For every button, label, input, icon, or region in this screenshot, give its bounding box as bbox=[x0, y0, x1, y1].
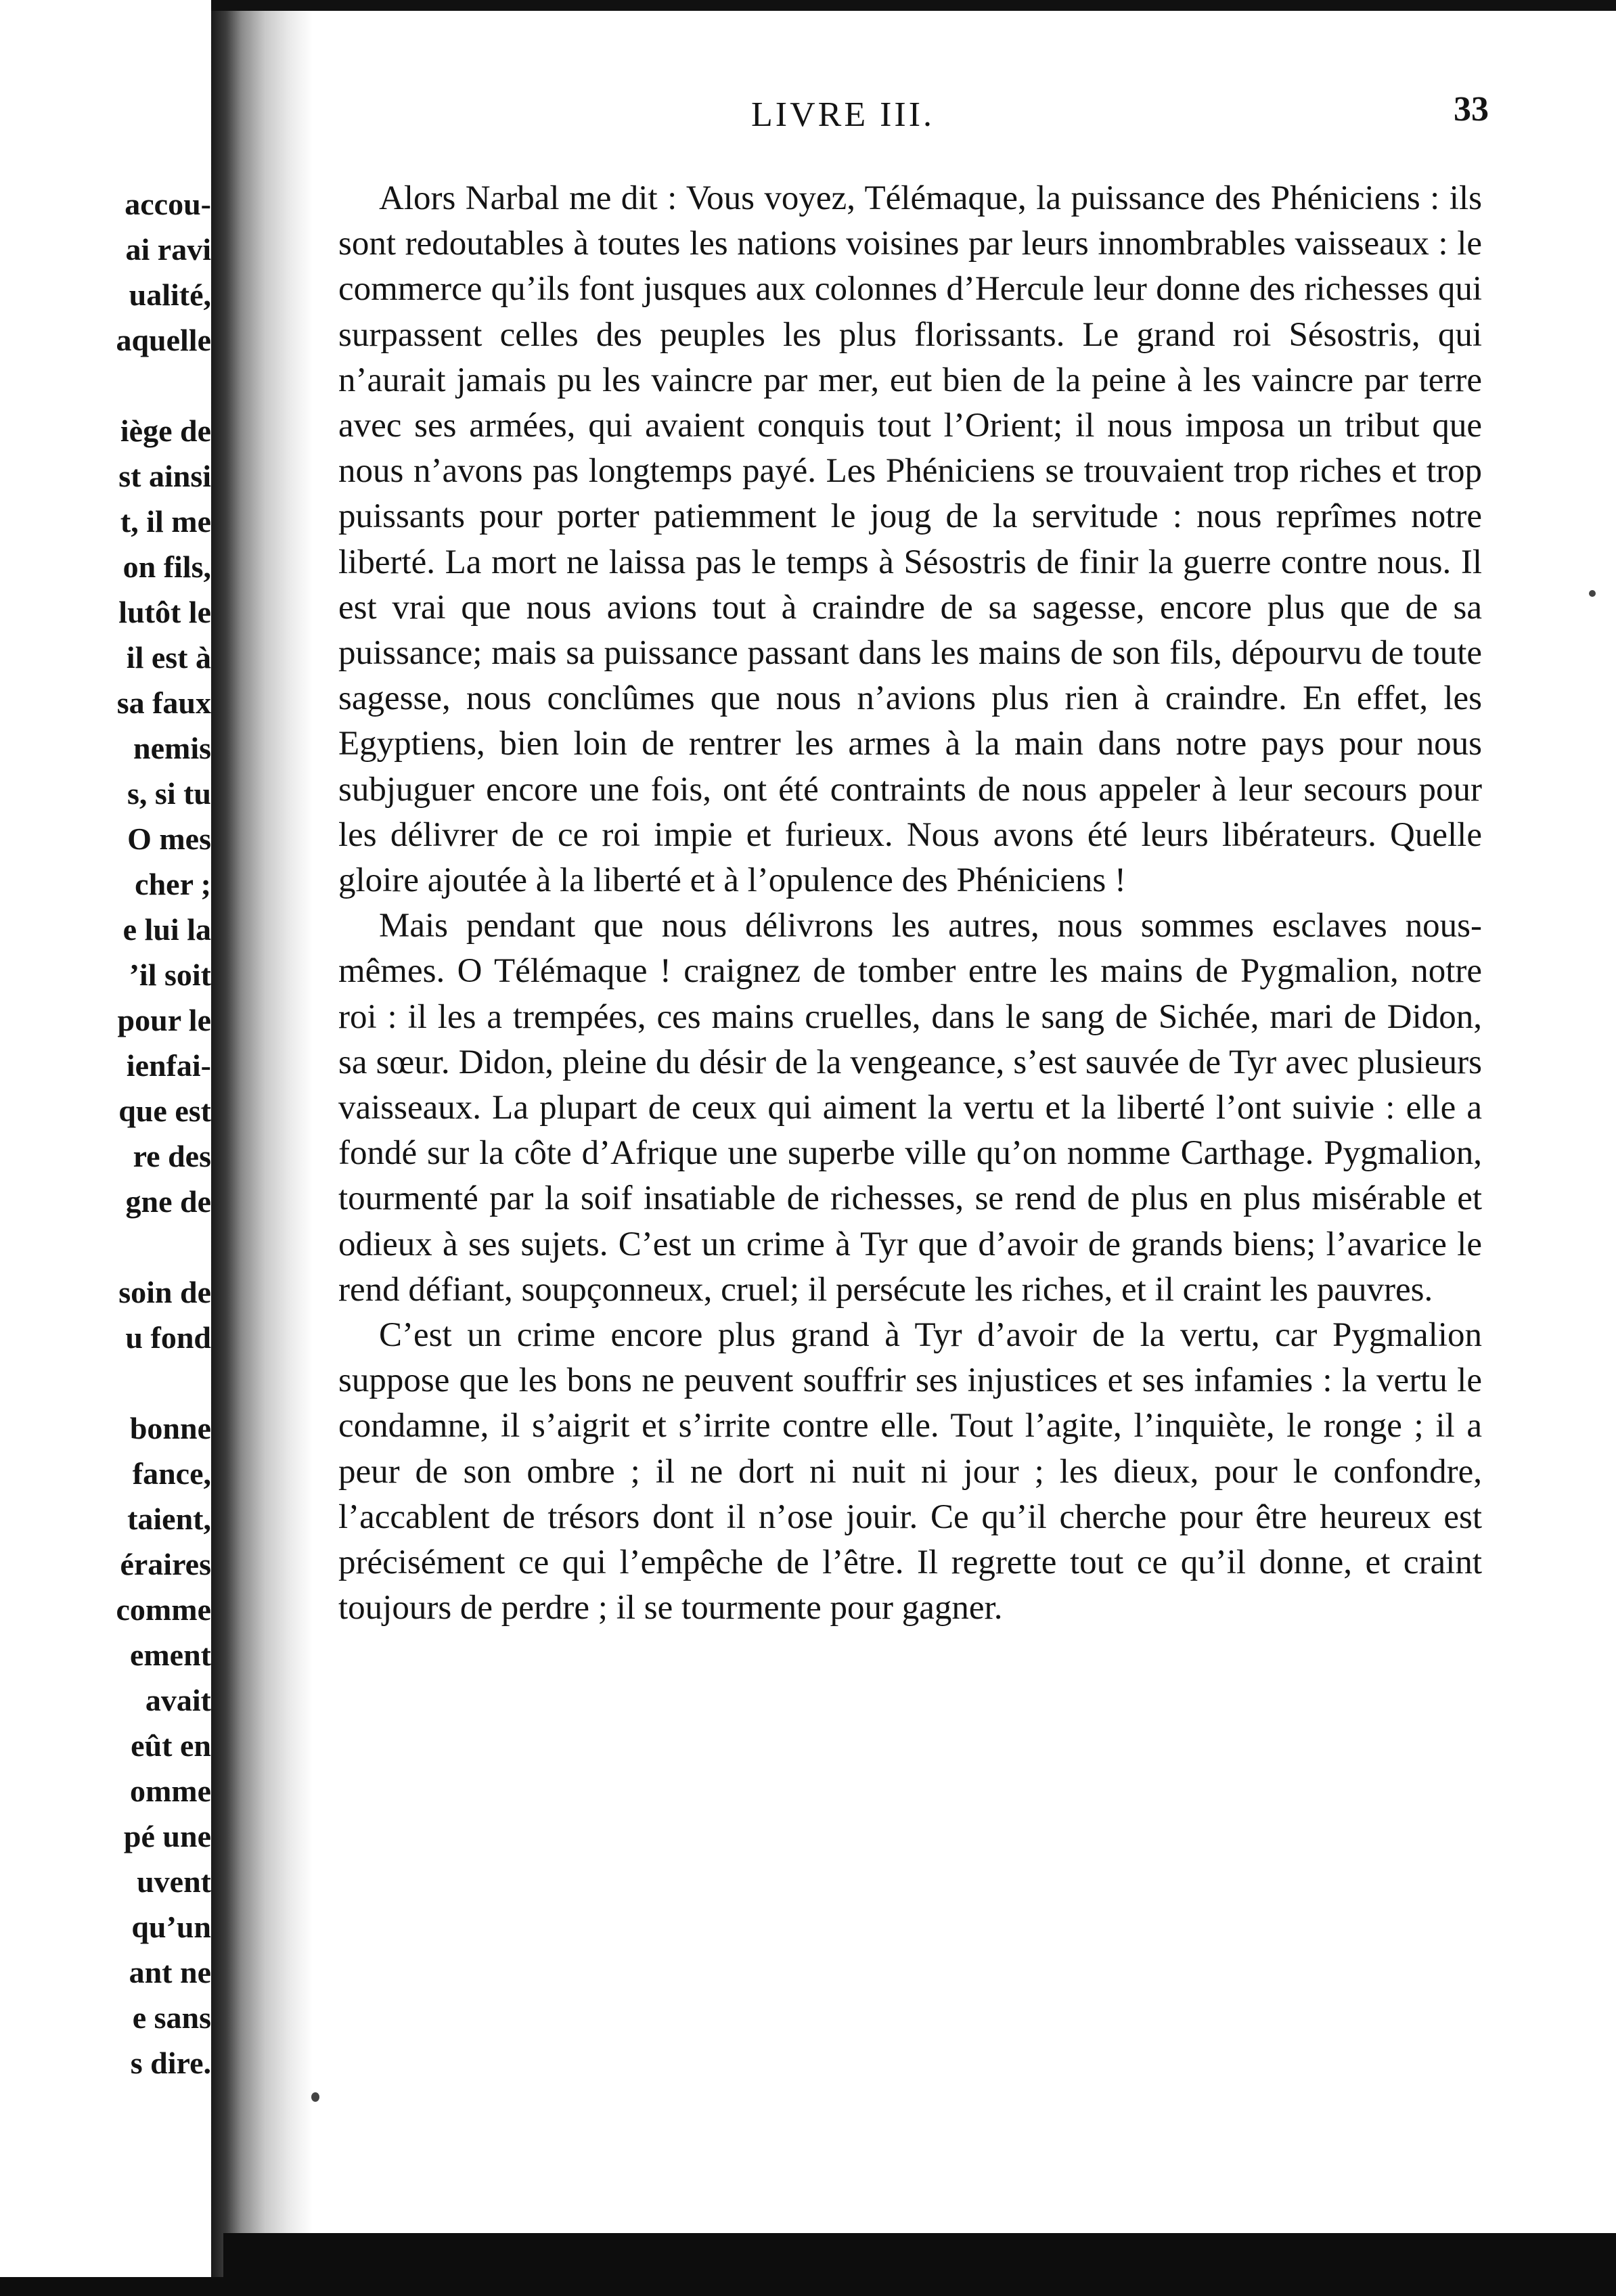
left-line: ualité, bbox=[129, 277, 211, 312]
left-line: cher ; bbox=[135, 867, 211, 901]
ink-speck bbox=[311, 2092, 319, 2102]
left-line: t, il me bbox=[120, 504, 211, 539]
left-line: ement bbox=[129, 1638, 211, 1672]
scan-bottom-edge bbox=[223, 2233, 1616, 2296]
right-page bbox=[318, 74, 1489, 1631]
left-line: s, si tu bbox=[127, 776, 211, 811]
left-line: gne de bbox=[125, 1184, 211, 1219]
left-line: e sans bbox=[132, 2000, 211, 2035]
left-line-gap bbox=[116, 1224, 211, 1269]
left-line: aquelle bbox=[116, 323, 211, 357]
left-line: pour le bbox=[117, 1003, 211, 1037]
left-line: u fond bbox=[125, 1320, 211, 1355]
paragraph: C’est un crime encore plus grand à Tyr d’avoir de la vertu, car Pygmalion suppose que les bons ne peuvent souffrir ses injustices et ses infamies : la vertu le condamne, il s’aigrit et s’irrite contre elle. Tout l’agite, l’inquiète, le ronge ; il a peur de son ombre ; il ne dort ni nuit ni jour ; les dieux, pour le confondre, l’accablent de trésors dont il n’ose jouir. Ce qu’il cherche pour être heureux est précisément ce qui l’empêche de l’être. Il regrette tout ce qu’il donne, et craint toujours de perdre ; il se tourmente pour gagner. bbox=[338, 1316, 1482, 1627]
left-line: on fils, bbox=[122, 549, 211, 584]
left-line: comme bbox=[116, 1592, 211, 1627]
left-line: ai ravi bbox=[125, 232, 211, 267]
left-facing-page bbox=[0, 0, 223, 2296]
left-line: avait bbox=[145, 1683, 211, 1717]
left-line: eût en bbox=[131, 1728, 211, 1763]
left-line-gap bbox=[116, 363, 211, 408]
left-line: ant ne bbox=[129, 1955, 211, 1989]
left-line: nemis bbox=[133, 731, 211, 765]
left-line: fance, bbox=[132, 1456, 211, 1491]
left-line: ’il soit bbox=[129, 958, 211, 992]
left-line: uvent bbox=[137, 1864, 211, 1899]
left-line: omme bbox=[129, 1774, 211, 1808]
left-line: que est bbox=[118, 1094, 211, 1128]
left-line: il est à bbox=[126, 640, 211, 675]
book-gutter-shadow bbox=[211, 0, 313, 2296]
left-line-gap bbox=[116, 1360, 211, 1405]
left-line: soin de bbox=[118, 1275, 211, 1309]
left-line: re des bbox=[133, 1139, 211, 1173]
scan-bottom-edge-left bbox=[0, 2277, 223, 2296]
left-line: bonne bbox=[129, 1411, 211, 1445]
left-line: qu’un bbox=[131, 1910, 211, 1944]
left-line: accou- bbox=[125, 187, 211, 221]
left-line: taient, bbox=[127, 1502, 211, 1536]
left-line: pé une bbox=[123, 1819, 211, 1853]
paragraph: Mais pendant que nous délivrons les autres, nous sommes esclaves nous-mêmes. O Télémaque ! craignez de tomber entre les mains de Pygmalion, notre roi : il les a trempées, ces mains cruelles, dans le sang de Sichée, mari de Didon, sa sœur. Didon, pleine du désir de la vengeance, s’est sauvée de Tyr avec plusieurs vaisseaux. La plupart de ceux qui aiment la vertu et la liberté l’ont suivie : elle a fondé sur la côte d’Afrique une superbe ville qu’on nomme Carthage. Pygmalion, tourmenté par la soif insatiable de richesses, se rend de plus en plus misérable et odieux à ses sujets. C’est un crime à Tyr que d’avoir de grands biens; l’avarice le rend défiant, soupçonneux, cruel; il persécute les riches, et il craint les pauvres. bbox=[338, 907, 1482, 1309]
page-number: 33 bbox=[1454, 90, 1489, 129]
left-line: O mes bbox=[127, 821, 211, 856]
paragraph: Alors Narbal me dit : Vous voyez, Télémaque, la puissance des Phéniciens : ils sont redoutables à toutes les nations voisines par leurs innombrables vaisseaux : le commerce qu’ils font jusques aux colonnes d’Hercule leur donne des richesses qui surpassent celles des peuples les plus florissants. Le grand roi Sésostris, qui n’aurait jamais pu les vaincre par mer, eut bien de la peine à les vaincre par terre avec ses armées, qui avaient conquis tout l’Orient; il nous imposa un tribut que nous n’avons pas longtemps payé. Les Phéniciens se trouvaient trop riches et trop puissants pour porter patiemment le joug de la servitude : nous reprîmes notre liberté. La mort ne laissa pas le temps à Sésostris de finir la guerre contre nous. Il est vrai que nous avions tout à craindre de sa sagesse, encore plus que de sa puissance; mais sa puissance passant dans les mains de son fils, dépourvu de toute sagesse, nous conclûmes que nous n’avions plus rien à craindre. En effet, les Egyptiens, bien loin de rentrer les armes à la main dans notre pays pour nous subjuguer encore une fois, ont été contraints de nous appeler à leur secours pour les délivrer de ce roi impie et furieux. Nous avons été leurs libérateurs. Quelle gloire ajoutée à la liberté et à l’opulence des Phéniciens ! bbox=[338, 179, 1482, 900]
left-line: éraires bbox=[120, 1547, 211, 1581]
left-line: iège de bbox=[120, 413, 211, 448]
left-line: s dire. bbox=[130, 2046, 211, 2080]
scan-top-edge bbox=[211, 0, 1616, 11]
left-line: lutôt le bbox=[118, 595, 211, 629]
chapter-title: LIVRE III. bbox=[751, 95, 935, 134]
left-line: sa faux bbox=[116, 685, 211, 720]
left-line: e lui la bbox=[122, 912, 211, 947]
running-head bbox=[318, 74, 1489, 149]
left-line: ienfai- bbox=[126, 1048, 211, 1083]
left-page-text bbox=[116, 181, 211, 2086]
ink-speck bbox=[1589, 590, 1596, 597]
left-line: st ainsi bbox=[118, 459, 211, 493]
body-text bbox=[318, 176, 1482, 1631]
